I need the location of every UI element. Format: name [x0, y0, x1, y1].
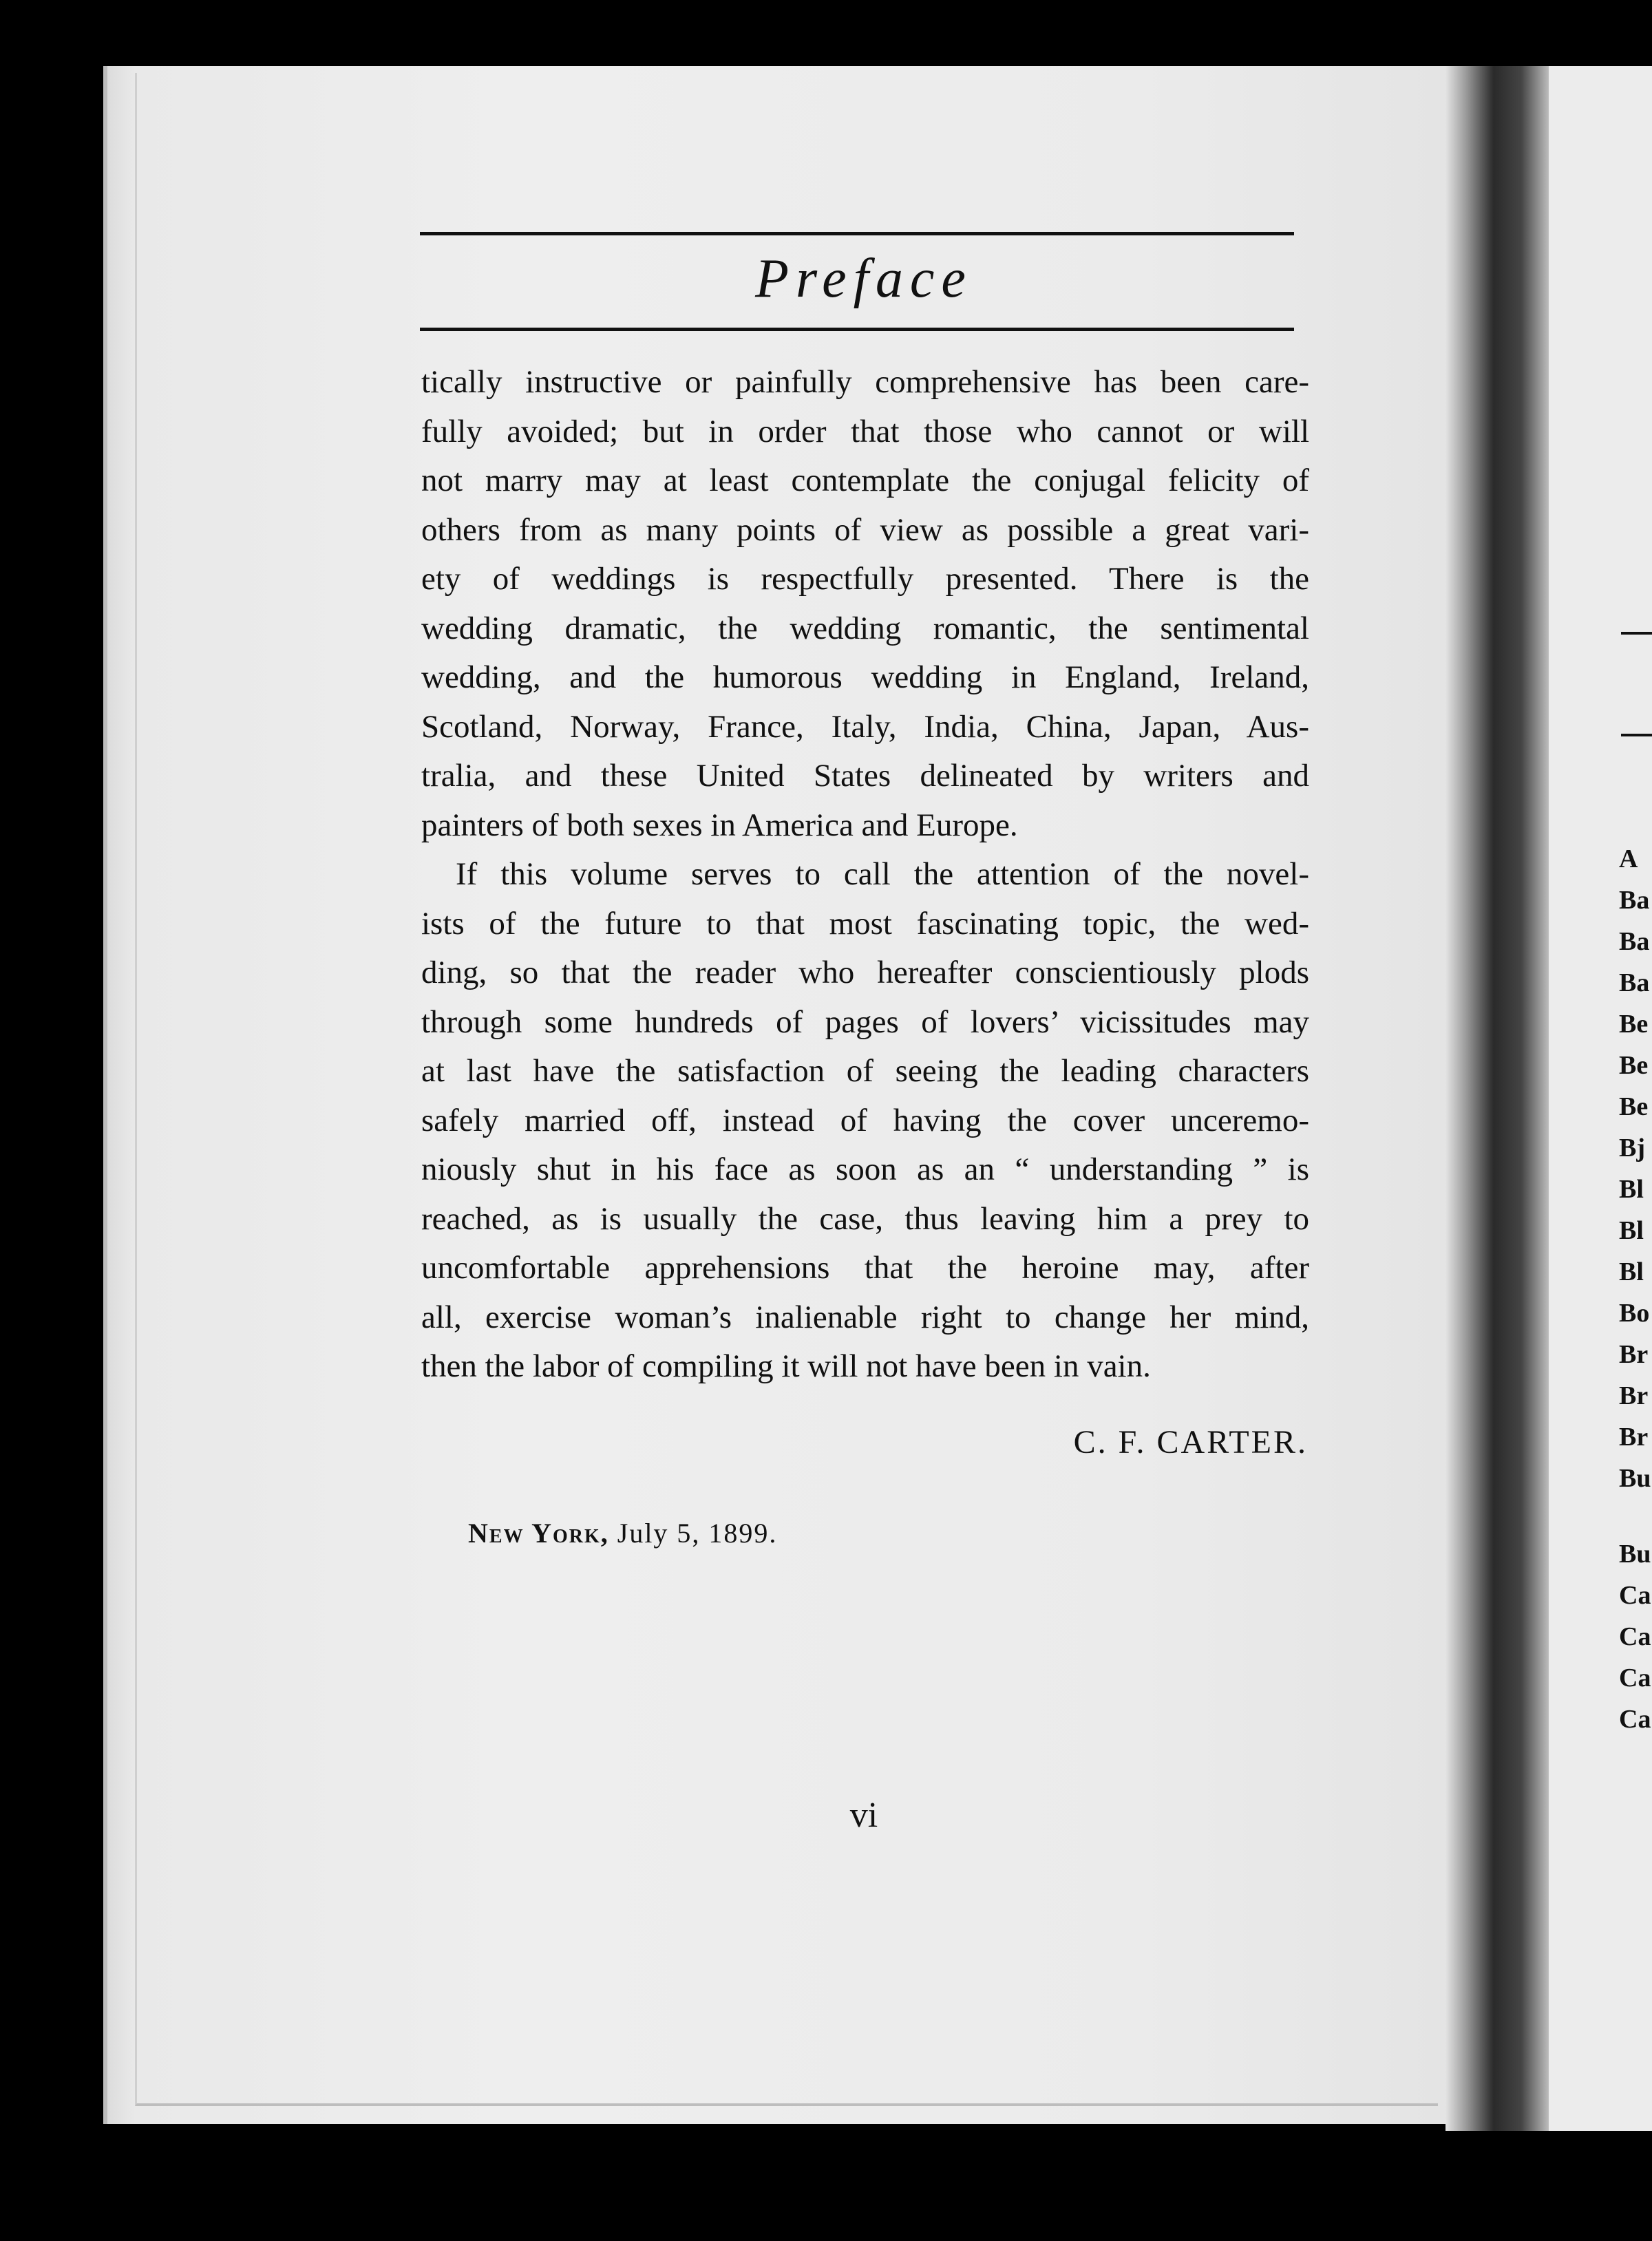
text-line: tralia, and these United States delineated by writers and — [421, 758, 1309, 794]
text-line: wedding dramatic, the wedding romantic, the sentimental — [421, 610, 1309, 646]
facing-index-entry: Be — [1619, 1092, 1649, 1121]
header-top-rule — [420, 232, 1294, 235]
facing-page-index-letters — [1619, 838, 1652, 1740]
page-title: Preface — [755, 248, 973, 309]
facing-page-rule — [1621, 734, 1652, 736]
facing-index-entry: Bo — [1619, 1299, 1650, 1328]
text-line: reached, as is usually the case, thus leaving him a prey to — [421, 1200, 1309, 1237]
facing-index-entry: Bu — [1619, 1464, 1651, 1493]
page-number: vi — [849, 1796, 878, 1835]
paragraph-2 — [421, 850, 1309, 1392]
text-line: If this volume serves to call the attention of the novel- — [456, 856, 1309, 892]
text-line: ding, so that the reader who hereafter conscientiously plods — [421, 955, 1309, 990]
text-line: others from as many points of view as possible a great vari- — [421, 511, 1309, 548]
text-line: painters of both sexes in America and Europe. — [421, 807, 1018, 843]
facing-index-entry: Ca — [1619, 1705, 1651, 1734]
book-gutter — [1446, 66, 1556, 2131]
text-line: at last have the satisfaction of seeing the leading characters — [421, 1053, 1309, 1089]
facing-index-entry: Bu — [1619, 1540, 1651, 1569]
text-line: not marry may at least contemplate the conjugal felicity of — [421, 463, 1309, 498]
facing-index-entry: Be — [1619, 1051, 1649, 1080]
preface-body — [421, 358, 1309, 1392]
facing-index-entry: Bl — [1619, 1216, 1644, 1245]
text-line: uncomfortable apprehensions that the heroine may, after — [421, 1250, 1309, 1286]
facing-index-entry: Ba — [1619, 968, 1650, 997]
text-line: fully avoided; but in order that those who cannot or will — [421, 413, 1309, 449]
text-line: all, exercise woman’s inalienable right to change her mind, — [421, 1299, 1309, 1335]
facing-index-entry: Ca — [1619, 1581, 1651, 1610]
facing-index-entry: Bj — [1619, 1134, 1645, 1162]
header-bottom-rule — [420, 328, 1294, 331]
dateline-date: July 5, 1899. — [617, 1518, 778, 1549]
text-line: ists of the future to that most fascinating topic, the wed- — [421, 905, 1309, 942]
facing-index-entry: Ca — [1619, 1622, 1651, 1651]
text-line: tically instructive or painfully comprehensive has been care- — [421, 364, 1309, 400]
facing-index-entry: A — [1619, 845, 1638, 873]
facing-index-entry: Ba — [1619, 927, 1650, 956]
facing-index-entry: Bl — [1619, 1175, 1644, 1204]
text-line: safely married off, instead of having the cover unceremo- — [421, 1102, 1309, 1138]
facing-index-entry: Be — [1619, 1010, 1649, 1039]
facing-index-entry: Bl — [1619, 1257, 1644, 1286]
paragraph-1 — [421, 358, 1309, 850]
facing-index-entry: Br — [1619, 1423, 1649, 1452]
text-line: wedding, and the humorous wedding in England, Ireland, — [421, 659, 1309, 695]
author-signature: C. F. CARTER. — [1073, 1424, 1308, 1461]
facing-index-entry: Br — [1619, 1381, 1649, 1410]
text-line: then the labor of compiling it will not have been in vain. — [421, 1348, 1151, 1384]
dateline-place: New York, — [468, 1518, 609, 1549]
facing-index-entry: Ca — [1619, 1664, 1651, 1692]
text-line: ety of weddings is respectfully presented. There is the — [421, 561, 1309, 597]
facing-index-entry: Ba — [1619, 886, 1650, 915]
facing-index-entry: Br — [1619, 1340, 1649, 1369]
text-line: through some hundreds of pages of lovers’ vicissitudes may — [421, 1003, 1309, 1040]
facing-page-rule — [1621, 632, 1652, 635]
text-line: Scotland, Norway, France, Italy, India, China, Japan, Aus- — [421, 708, 1309, 745]
text-line: niously shut in his face as soon as an “ understanding ” is — [421, 1151, 1309, 1187]
dateline — [468, 1517, 777, 1549]
